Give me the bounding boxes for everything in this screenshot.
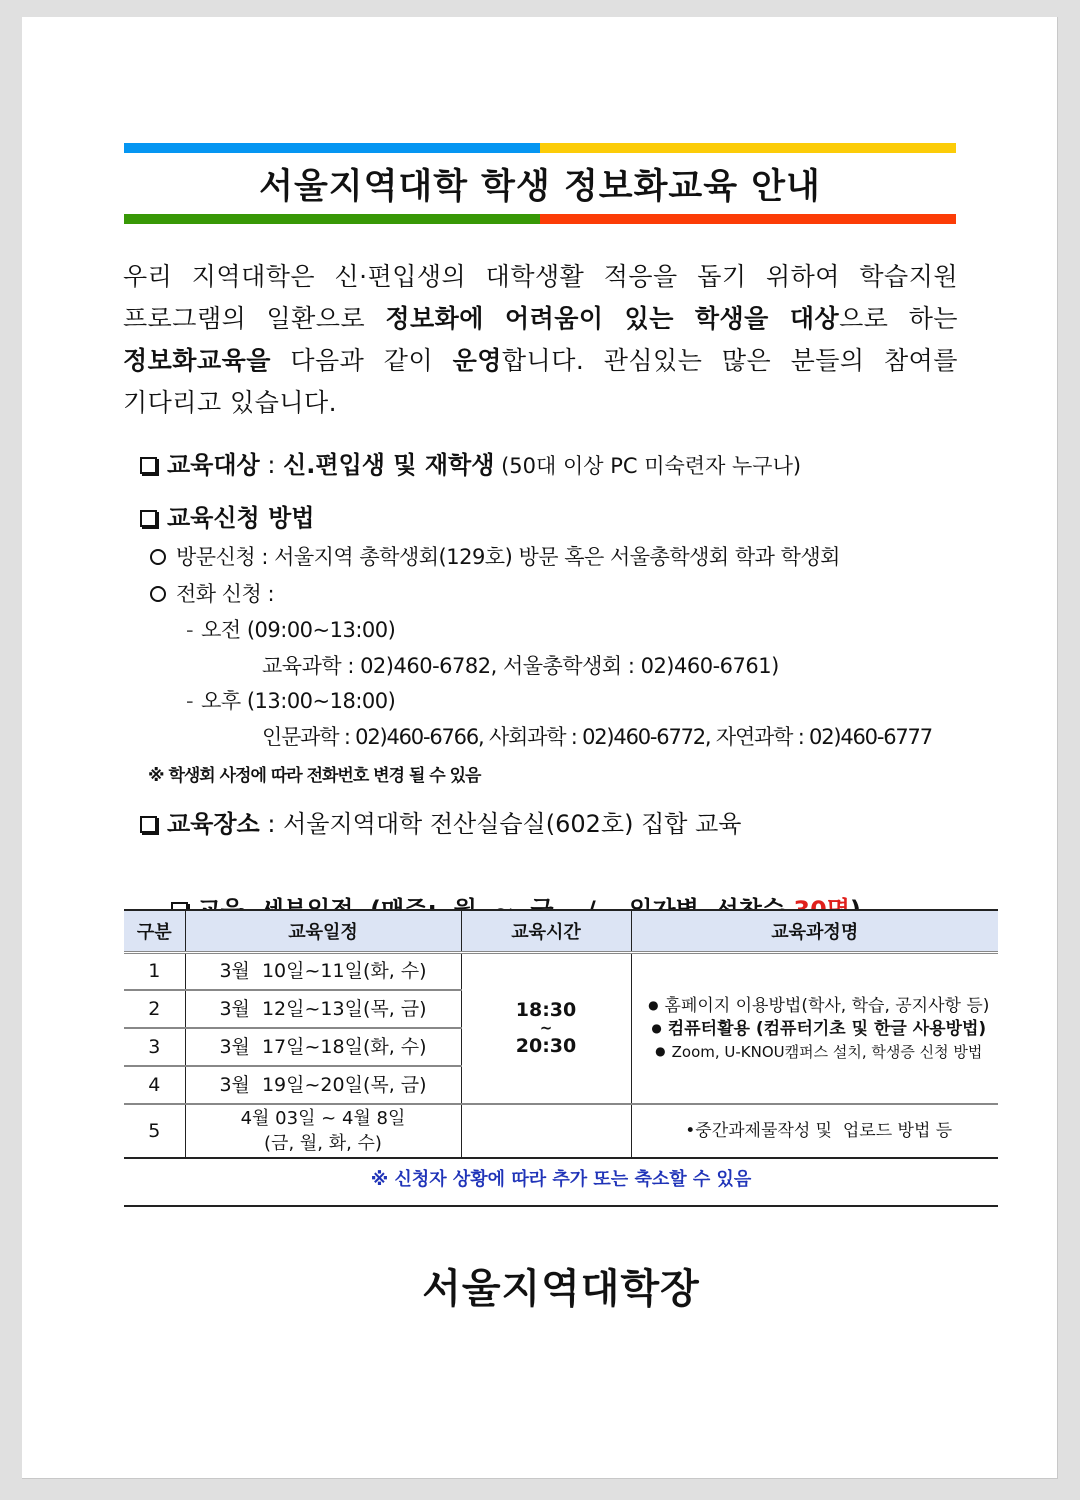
intro-paragraph <box>123 256 958 424</box>
cell-time-empty <box>461 1104 631 1158</box>
cell-date: 3월 17일~18일(화, 수) <box>185 1028 461 1066</box>
bottom-bar-right <box>540 214 956 224</box>
cell-no: 3 <box>124 1028 185 1066</box>
course-item <box>640 1040 999 1063</box>
document-page <box>22 17 1058 1479</box>
intro-line-1: 우리 지역대학은 신·편입생의 대학생활 적응을 돕기 위하여 학습지원 <box>123 262 958 291</box>
separator: : <box>259 451 284 479</box>
phone-change-note: ※ 학생회 사정에 따라 전화번호 변경 될 수 있음 <box>148 766 481 786</box>
section-note: (50대 이상 PC 미숙련자 누구나) <box>494 454 802 478</box>
bullet-icon: ● <box>655 1043 666 1058</box>
cell-no: 4 <box>124 1066 185 1104</box>
intro-emphasis: 정보화에 어려움이 있는 학생을 대상 <box>385 304 840 333</box>
afternoon-label: 오후 (13:00~18:00) <box>201 689 396 713</box>
cell-course-row5: •중간과제물작성 및 업로드 방법 등 <box>631 1104 998 1158</box>
time-end: 20:30 <box>515 1035 577 1058</box>
dash-bullet-icon: - <box>186 618 194 642</box>
cell-date: 3월 19일~20일(목, 금) <box>185 1066 461 1104</box>
cell-date: 3월 10일~11일(화, 수) <box>185 952 461 990</box>
header-no: 구분 <box>124 910 185 952</box>
checkbox-square-icon <box>140 816 157 833</box>
intro-text: 다음과 같이 <box>270 346 453 375</box>
apply-phone <box>150 580 274 608</box>
table-row <box>124 1104 998 1158</box>
top-bar-left <box>124 143 540 153</box>
section-value: 서울지역대학 전산실습실(602호) 집합 교육 <box>283 810 742 838</box>
course-item <box>640 1017 999 1040</box>
cell-date: 3월 12일~13일(목, 금) <box>185 990 461 1028</box>
phone-morning <box>186 616 395 644</box>
section-apply <box>140 502 314 534</box>
phone-afternoon <box>186 687 395 715</box>
morning-label: 오전 (09:00~13:00) <box>201 618 396 642</box>
circle-bullet-icon <box>150 549 166 565</box>
section-value: 신.편입생 및 재학생 <box>283 451 495 479</box>
intro-text: 프로그램의 일환으로 <box>123 304 386 333</box>
section-target <box>140 449 801 482</box>
cell-no: 2 <box>124 990 185 1028</box>
cell-no: 5 <box>124 1104 185 1158</box>
date-line-2: (금, 월, 화, 수) <box>264 1133 382 1154</box>
cell-time <box>461 952 631 1104</box>
apply-visit-text: 방문신청 : 서울지역 총학생회(129호) 방문 혹은 서울총학생회 학과 학생회 <box>176 545 840 569</box>
table-header-row <box>124 910 998 952</box>
signature: 서울지역대학장 <box>422 1266 700 1312</box>
checkbox-square-icon <box>140 510 157 527</box>
cell-no: 1 <box>124 952 185 990</box>
course-text: 컴퓨터활용 (컴퓨터기초 및 한글 사용방법) <box>667 1018 987 1039</box>
header-time: 교육시간 <box>461 910 631 952</box>
phone-morning-numbers: 교육과학 : 02)460-6782, 서울총학생회 : 02)460-6761) <box>262 654 779 678</box>
schedule-table <box>124 909 998 1159</box>
separator: : <box>259 810 284 838</box>
bullet-icon: ● <box>651 1020 662 1035</box>
intro-emphasis: 정보화교육을 <box>123 346 271 375</box>
section-label: 교육대상 <box>167 451 260 479</box>
section-label: 교육장소 <box>167 810 260 838</box>
intro-line-4: 기다리고 있습니다. <box>123 388 338 417</box>
intro-line-3 <box>123 340 958 382</box>
intro-text: 으로 하는 <box>839 304 958 333</box>
dash-bullet-icon: - <box>186 689 194 713</box>
circle-bullet-icon <box>150 586 166 602</box>
intro-text: 합니다. 관심있는 많은 분들의 참여를 <box>501 346 958 375</box>
course-text: 홈페이지 이용방법(학사, 학습, 공지사항 등) <box>664 995 990 1016</box>
checkbox-square-icon <box>140 457 157 474</box>
top-bar-right <box>540 143 956 153</box>
header-date: 교육일정 <box>185 910 461 952</box>
table-note: ※ 신청자 상황에 따라 추가 또는 축소할 수 있음 <box>124 1165 998 1207</box>
course-item <box>640 994 999 1017</box>
document-title: 서울지역대학 학생 정보화교육 안내 <box>259 167 821 207</box>
cell-date <box>185 1104 461 1158</box>
section-place <box>140 808 741 840</box>
time-sep: ~ <box>539 1019 553 1038</box>
header-course: 교육과정명 <box>631 910 998 952</box>
course-text: Zoom, U-KNOU캠퍼스 설치, 학생증 신청 방법 <box>671 1042 983 1061</box>
apply-phone-text: 전화 신청 : <box>176 582 275 606</box>
table-row <box>124 952 998 990</box>
phone-afternoon-numbers: 인문과학 : 02)460-6766, 사회과학 : 02)460-6772, 자연과학 : 02)460-6777 <box>262 725 932 749</box>
time-start: 18:30 <box>515 999 577 1022</box>
bullet-icon: ● <box>648 997 659 1012</box>
section-label: 교육신청 방법 <box>167 504 315 532</box>
date-line-1: 4월 03일 ~ 4월 8일 <box>240 1108 406 1129</box>
bottom-bar-left <box>124 214 540 224</box>
apply-visit <box>150 543 840 571</box>
cell-courses <box>631 952 998 1104</box>
intro-line-2 <box>123 298 958 340</box>
intro-emphasis: 운영 <box>452 346 502 375</box>
